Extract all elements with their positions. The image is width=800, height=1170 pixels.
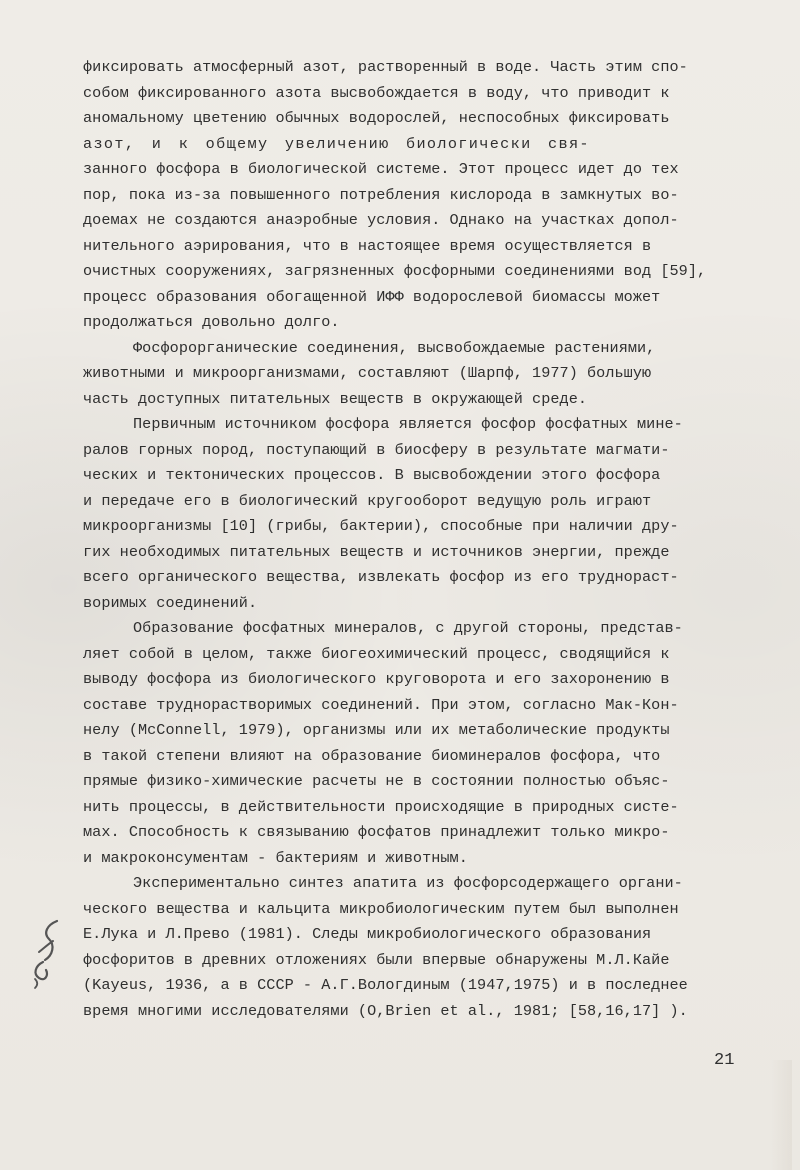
text-line-21: всего органического вещества, извлекать фосфор из его труднораст-	[83, 568, 679, 586]
text-line-28: в такой степени влияют на образование биоминералов фосфора, что	[83, 747, 661, 765]
text-line-16: ралов горных пород, поступающий в биосферу в результате магмати-	[83, 441, 670, 459]
text-line-31: мах. Способность к связыванию фосфатов принадлежит только микро-	[83, 823, 670, 841]
text-line-25: выводу фосфора из биологического круговорота и его захоронению в	[83, 670, 670, 688]
text-line-37: (Kayeus, 1936, а в СССР - А.Г.Вологдиным (1947,1975) и в последнее	[83, 976, 688, 994]
text-line-12: Фосфорорганические соединения, высвобождаемые растениями,	[133, 339, 656, 357]
text-line-3: аномальному цветению обычных водорослей, неспособных фиксировать	[83, 109, 670, 127]
text-line-23: Образование фосфатных минералов, с другой стороны, представ-	[133, 619, 683, 637]
text-line-26: составе труднорастворимых соединений. При этом, согласно Мак-Кон-	[83, 696, 679, 714]
text-line-2: собом фиксированного азота высвобождается в воду, что приводит к	[83, 84, 670, 102]
text-line-32: и макроконсументам - бактериям и животным.	[83, 849, 468, 867]
text-line-19: микроорганизмы [10] (грибы, бактерии), способные при наличии дру-	[83, 517, 679, 535]
text-line-5: занного фосфора в биологической системе. Этот процесс идет до тех	[83, 160, 679, 178]
text-line-6: пор, пока из-за повышенного потребления кислорода в замкнутых во-	[83, 186, 679, 204]
text-line-30: нить процессы, в действительности происходящие в природных систе-	[83, 798, 679, 816]
text-line-38: время многими исследователями (O,Brien et al., 1981; [58,16,17] ).	[83, 1002, 688, 1020]
text-line-34: ческого вещества и кальцита микробиологическим путем был выполнен	[83, 900, 679, 918]
text-line-11: продолжаться довольно долго.	[83, 313, 340, 331]
text-line-10: процесс образования обогащенной ИФФ водорослевой биомассы может	[83, 288, 661, 306]
text-line-24: ляет собой в целом, также биогеохимический процесс, сводящийся к	[83, 645, 670, 663]
text-line-14: часть доступных питательных веществ в окружающей среде.	[83, 390, 588, 408]
page-number: 21	[714, 1051, 735, 1070]
text-line-33: Экспериментально синтез апатита из фосфорсодержащего органи-	[133, 874, 683, 892]
text-line-8: нительного аэрирования, что в настоящее время осуществляется в	[83, 237, 652, 255]
text-line-22: воримых соединений.	[83, 594, 258, 612]
text-line-20: гих необходимых питательных веществ и источников энергии, прежде	[83, 543, 670, 561]
paper-shadow	[770, 1060, 792, 1170]
text-line-7: доемах не создаются анаэробные условия. Однако на участках допол-	[83, 211, 679, 229]
text-line-13: животными и микроорганизмами, составляют (Шарпф, 1977) большую	[83, 364, 652, 382]
text-line-9: очистных сооружениях, загрязненных фосфорными соединениями вод [59],	[83, 262, 707, 280]
text-line-18: и передаче его в биологический кругооборот ведущую роль играют	[83, 492, 652, 510]
text-line-29: прямые физико-химические расчеты не в состоянии полностью объяс-	[83, 772, 670, 790]
text-line-27: нелу (McConnell, 1979), организмы или их метаболические продукты	[83, 721, 670, 739]
text-line-36: фосфоритов в древних отложениях были впервые обнаружены М.Л.Кайе	[83, 951, 670, 969]
text-line-17: ческих и тектонических процессов. В высвобождении этого фосфора	[83, 466, 661, 484]
text-line-15: Первичным источником фосфора является фосфор фосфатных мине-	[133, 415, 683, 433]
text-line-35: Е.Лука и Л.Прево (1981). Следы микробиологического образования	[83, 925, 652, 943]
text-line-1: фиксировать атмосферный азот, растворенный в воде. Часть этим спо-	[83, 58, 688, 76]
handwritten-annotation	[25, 915, 65, 990]
text-line-4: азот, и к общему увеличению биологически свя-	[83, 135, 590, 153]
